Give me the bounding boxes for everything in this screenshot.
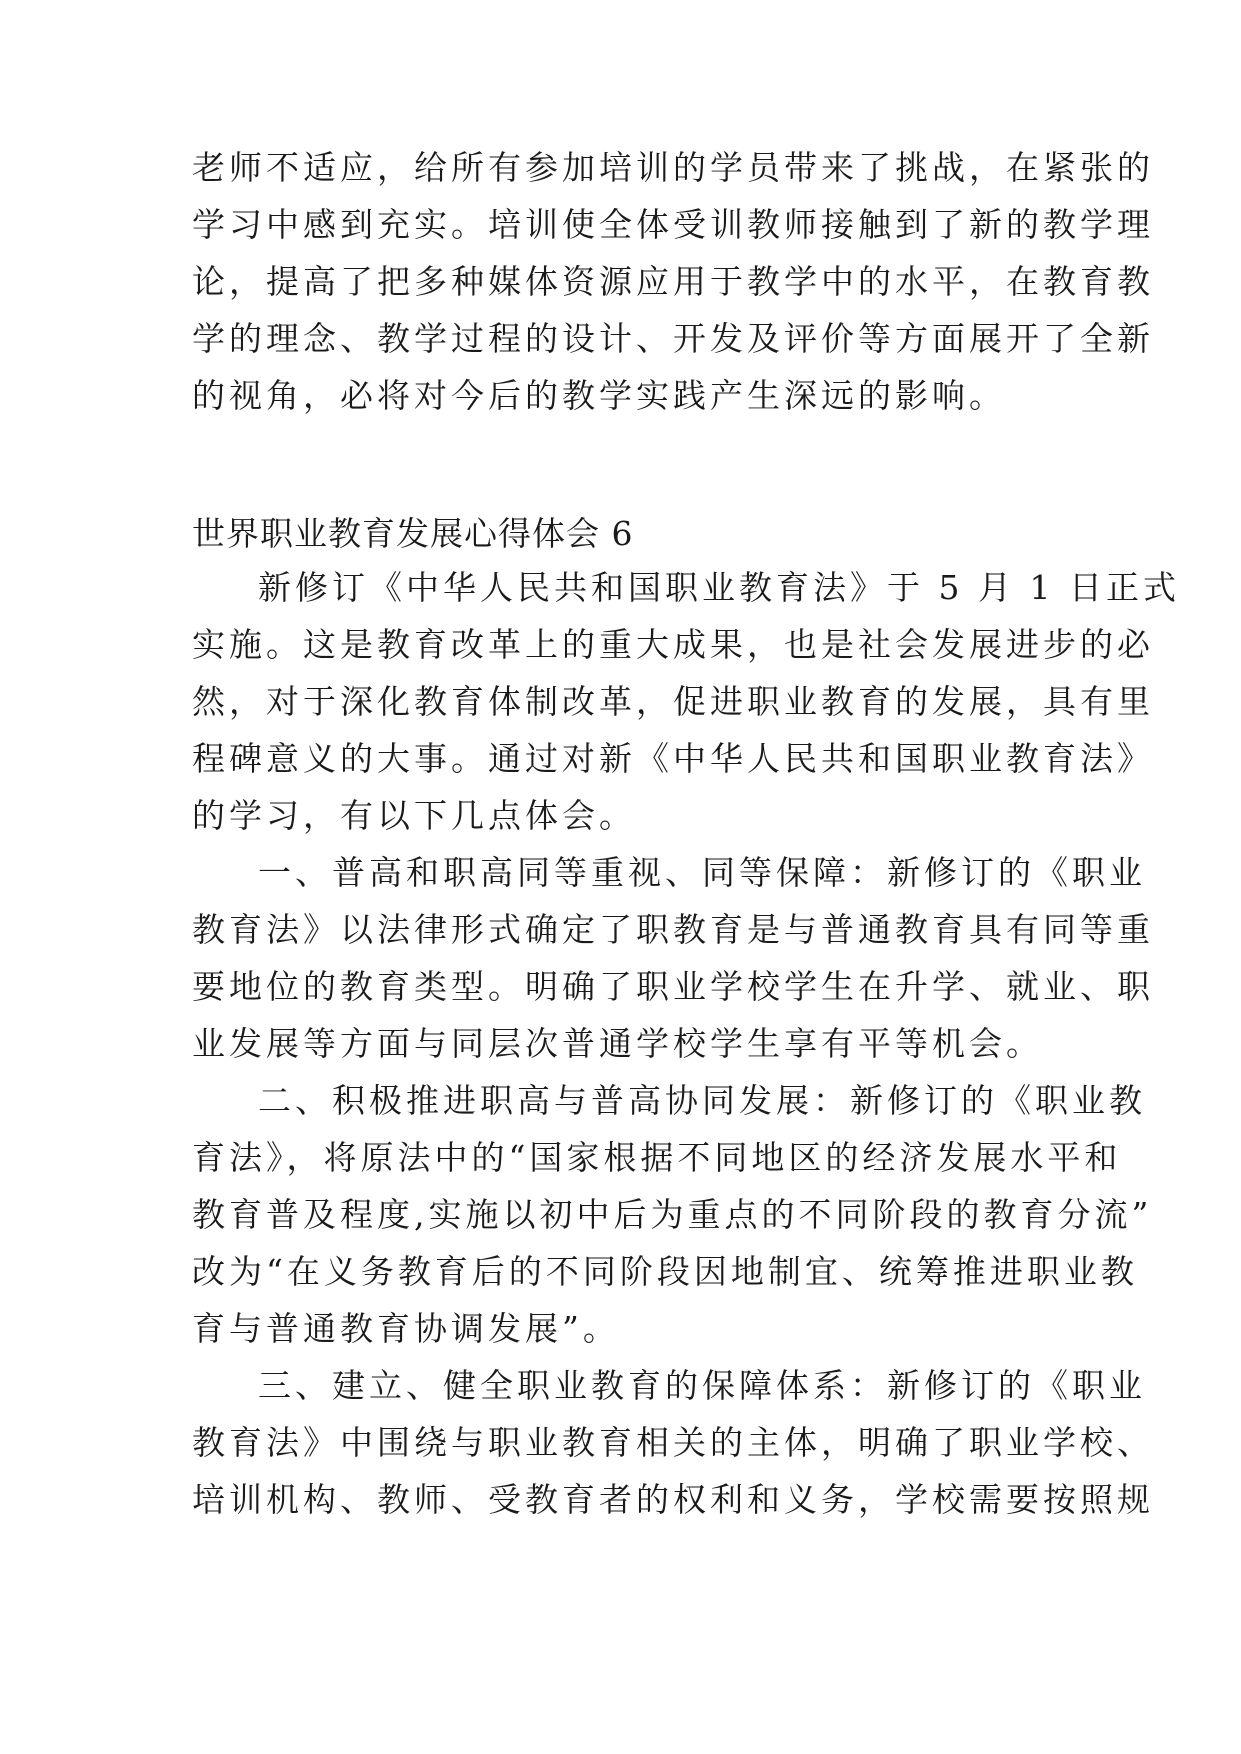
intro-line-5: 的视角，必将对今后的教学实践产生深远的影响。 [192,376,1006,415]
p1-line-4: 程碑意义的大事。通过对新《中华人民共和国职业教育法》 [192,739,1154,778]
p3-line-3: 教育普及程度,实施以初中后为重点的不同阶段的教育分流” [192,1195,1153,1234]
p2-line-4: 业发展等方面与同层次普通学校学生享有平等机会。 [192,1024,1043,1063]
p2-line-1: 一、普高和职高同等重视、同等保障：新修订的《职业 [258,853,1146,892]
p2-line-3: 要地位的教育类型。明确了职业学校学生在升学、就业、职 [192,967,1154,1006]
p3-line-1: 二、积极推进职高与普高协同发展：新修订的《职业教 [258,1081,1146,1120]
p1-line-1: 新修订《中华人民共和国职业教育法》于 5 月 1 日正式 [258,568,1180,607]
p2-line-2: 教育法》以法律形式确定了职教育是与普通教育具有同等重 [192,910,1154,949]
p1-line-5: 的学习，有以下几点体会。 [192,796,636,835]
p4-line-1: 三、建立、健全职业教育的保障体系：新修订的《职业 [258,1366,1146,1405]
intro-line-4: 学的理念、教学过程的设计、开发及评价等方面展开了全新 [192,319,1154,358]
p3-line-2: 育法》，将原法中的“国家根据不同地区的经济发展水平和 [192,1138,1122,1177]
section-title: 世界职业教育发展心得体会 6 [192,514,634,553]
intro-line-2: 学习中感到充实。培训使全体受训教师接触到了新的教学理 [192,205,1154,244]
intro-line-3: 论，提高了把多种媒体资源应用于教学中的水平，在教育教 [192,262,1154,301]
p1-line-2: 实施。这是教育改革上的重大成果，也是社会发展进步的必 [192,625,1154,664]
p1-line-3: 然，对于深化教育体制改革，促进职业教育的发展，具有里 [192,682,1154,721]
intro-line-1: 老师不适应，给所有参加培训的学员带来了挑战，在紧张的 [192,148,1154,187]
p4-line-3: 培训机构、教师、受教育者的权利和义务，学校需要按照规 [192,1480,1154,1519]
p3-line-5: 育与普通教育协调发展”。 [192,1309,620,1348]
p4-line-2: 教育法》中围绕与职业教育相关的主体，明确了职业学校、 [192,1423,1154,1462]
p3-line-4: 改为“在义务教育后的不同阶段因地制宜、统筹推进职业教 [192,1252,1138,1291]
